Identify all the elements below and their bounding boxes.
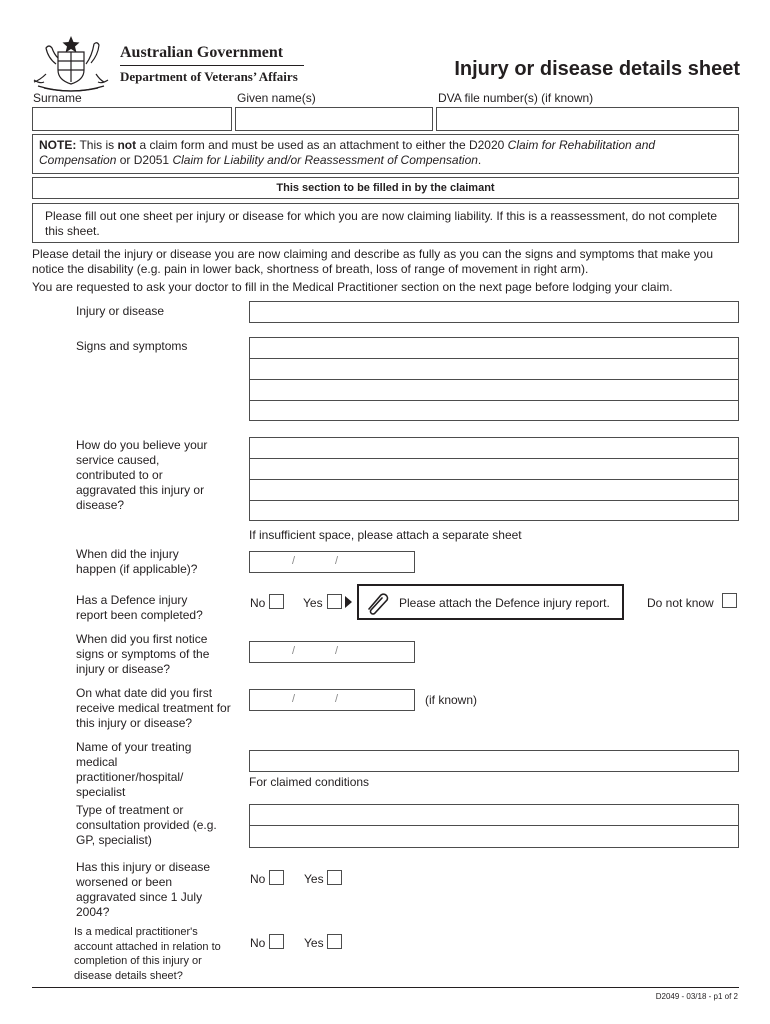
- worsened-yes-checkbox[interactable]: [327, 870, 342, 885]
- form-code-footer: D2049 - 03/18 - p1 of 2: [655, 992, 738, 1001]
- mp-account-no-checkbox[interactable]: [269, 934, 284, 949]
- worsened-yes-label: Yes: [304, 872, 324, 886]
- surname-input[interactable]: [32, 107, 232, 131]
- worsened-no-checkbox[interactable]: [269, 870, 284, 885]
- attach-note-text: Please attach the Defence injury report.: [399, 596, 610, 610]
- injury-input[interactable]: [249, 301, 739, 323]
- defence-no-label: No: [250, 596, 266, 610]
- first-notice-label: When did you first notice signs or symptoms of the injury or disease?: [76, 632, 210, 676]
- injury-label: Injury or disease: [76, 304, 165, 318]
- note-text-3: a claim form and must be used as an attachment to either the D2020: [136, 138, 508, 152]
- detail-instructions: Please detail the injury or disease you are now claiming and describe as fully as you can the signs and symptoms that make you notice the disability (e.g. pain in lower back, shortness of breath, loss of range of movement in right arm).: [32, 247, 714, 276]
- mp-account-no-label: No: [250, 936, 266, 950]
- date-sep-4: /: [335, 645, 339, 657]
- signs-input[interactable]: [249, 337, 739, 421]
- form-title: Injury or disease details sheet: [454, 58, 740, 80]
- arrow-right-icon: [345, 596, 352, 608]
- note-box: [32, 134, 739, 174]
- worsened-no-label: No: [250, 872, 266, 886]
- if-known-label: (if known): [425, 693, 478, 707]
- footer-rule: [32, 987, 739, 988]
- commonwealth-crest-logo: [30, 34, 112, 96]
- note-text-5: or D2051: [116, 153, 173, 167]
- signs-label: Signs and symptoms: [76, 339, 188, 353]
- date-sep-1: /: [292, 555, 296, 567]
- date-sep-3: /: [292, 645, 296, 657]
- date-sep-6: /: [335, 693, 339, 705]
- note-not: not: [117, 138, 137, 152]
- dept-name: Department of Veterans’ Affairs: [120, 69, 298, 84]
- section-header-text: This section to be filled in by the claimant: [276, 182, 495, 194]
- treating-input[interactable]: [249, 750, 739, 772]
- note-claim-rehab: Claim for Rehabilitation and Compensation: [39, 138, 656, 167]
- defence-yes-checkbox[interactable]: [327, 594, 342, 609]
- injury-date-input[interactable]: [249, 551, 415, 573]
- paperclip-icon: [364, 589, 392, 615]
- worsened-label: Has this injury or disease worsened or been aggravated since 1 July 2004?: [76, 860, 211, 919]
- defence-report-label: Has a Defence injury report been completed?: [76, 593, 203, 622]
- service-label: How do you believe your service caused, contributed to or aggravated this injury or disease?: [76, 438, 208, 512]
- header-rule: [120, 65, 304, 66]
- do-not-know-label: Do not know: [647, 596, 714, 610]
- section-header: [32, 177, 739, 199]
- surname-label: Surname: [33, 91, 82, 105]
- date-sep-5: /: [292, 693, 296, 705]
- note-text-7: .: [477, 153, 482, 167]
- dva-file-input[interactable]: [436, 107, 739, 131]
- date-sep-2: /: [335, 555, 339, 567]
- note-text-1: This is: [76, 138, 118, 152]
- do-not-know-checkbox[interactable]: [722, 593, 737, 608]
- given-name-input[interactable]: [235, 107, 433, 131]
- doctor-instructions: You are requested to ask your doctor to fill in the Medical Practitioner section on the next page before lodging your claim.: [32, 280, 673, 294]
- gov-name: Australian Government: [120, 44, 284, 61]
- note-prefix: NOTE:: [39, 138, 77, 152]
- defence-no-checkbox[interactable]: [269, 594, 284, 609]
- first-notice-date-input[interactable]: [249, 641, 415, 663]
- defence-yes-label: Yes: [303, 596, 323, 610]
- sheet-note-text: Please fill out one sheet per injury or disease for which you are now claiming liability. If this is a reassessment, do not complete this sheet.: [45, 209, 718, 238]
- first-treatment-label: On what date did you first receive medical treatment for this injury or disease?: [76, 686, 231, 730]
- given-name-label: Given name(s): [237, 91, 316, 105]
- mp-account-yes-label: Yes: [304, 936, 324, 950]
- claimed-conditions-label: For claimed conditions: [249, 775, 370, 789]
- insufficient-space-note: If insufficient space, please attach a separate sheet: [249, 528, 522, 542]
- note-claim-liability: Claim for Liability and/or Reassessment of Compensation: [172, 153, 478, 167]
- dva-file-label: DVA file number(s) (if known): [438, 91, 594, 105]
- treatment-type-label: Type of treatment or consultation provided (e.g. GP, specialist): [76, 803, 217, 847]
- mp-account-label: Is a medical practitioner's account attached in relation to completion of this injury or disease details sheet?: [74, 926, 221, 982]
- treatment-type-input[interactable]: [249, 804, 739, 848]
- treating-label: Name of your treating medical practitioner/hospital/ specialist: [76, 740, 192, 799]
- service-input[interactable]: [249, 437, 739, 521]
- when-injury-label: When did the injury happen (if applicable)?: [76, 547, 198, 576]
- mp-account-yes-checkbox[interactable]: [327, 934, 342, 949]
- first-treatment-date-input[interactable]: [249, 689, 415, 711]
- sheet-note-box: [32, 203, 739, 243]
